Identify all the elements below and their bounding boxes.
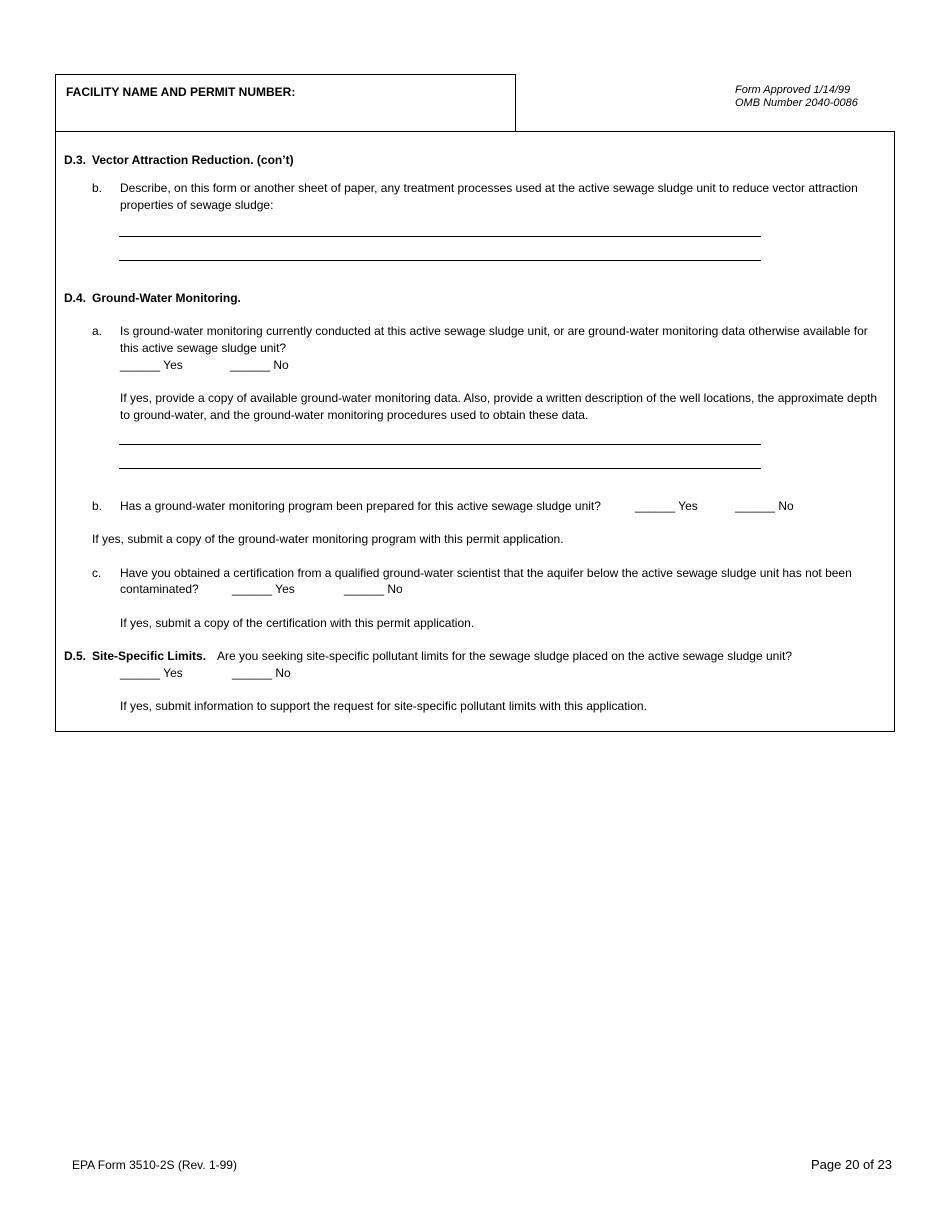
d4-answer-line-1[interactable] [119, 444, 761, 445]
d4-a-question: Is ground-water monitoring currently conducted at this active sewage sludge unit, or are ground-water monitoring data otherwise available for this active sewage sludge unit? [120, 324, 868, 355]
d5-heading-number: D.5. [64, 649, 87, 663]
d4-b-yes-option[interactable]: ______ Yes [635, 499, 698, 513]
d3-b-question: Describe, on this form or another sheet of paper, any treatment processes used at the active sewage sludge unit to reduce vector attraction properties of sewage sludge: [120, 181, 858, 212]
d4-b-no-option[interactable]: ______ No [735, 499, 794, 513]
form-approval-info [735, 84, 858, 110]
d4-b-instructions: If yes, submit a copy of the ground-water monitoring program with this permit application. [92, 532, 564, 546]
d3-heading: Vector Attraction Reduction. (con’t) [92, 153, 294, 167]
d4-c-instructions: If yes, submit a copy of the certification with this permit application. [120, 616, 475, 630]
d4-c-question-line-1: Have you obtained a certification from a qualified ground-water scientist that the aquifer below the active sewage sludge unit has not been [120, 566, 852, 580]
d4-answer-line-2[interactable] [119, 468, 761, 469]
omb-number: OMB Number 2040-0086 [735, 97, 858, 109]
d3-answer-line-2[interactable] [119, 260, 761, 261]
d4-heading: Ground-Water Monitoring. [92, 291, 241, 305]
d4-a-instructions: If yes, provide a copy of available ground-water monitoring data. Also, provide a written description of the well locations, the approximate depth to ground-water, and the ground-water monitoring procedures used to obtain these data. [120, 391, 878, 422]
d4-c-marker: c. [92, 566, 102, 580]
d4-c-no-option[interactable]: ______ No [344, 582, 403, 596]
d4-c-question-line-2: contaminated? [120, 582, 199, 596]
d4-b-question: Has a ground-water monitoring program been prepared for this active sewage sludge unit? [120, 499, 601, 513]
d3-b-marker: b. [92, 181, 103, 195]
d4-heading-number: D.4. [64, 291, 87, 305]
form-approved-date: Form Approved 1/14/99 [735, 84, 851, 96]
d4-a-marker: a. [92, 324, 103, 338]
d5-instructions: If yes, submit information to support the request for site-specific pollutant limits with this application. [120, 699, 647, 713]
d4-b-marker: b. [92, 499, 103, 513]
d3-heading-number: D.3. [64, 153, 87, 167]
d3-answer-line-1[interactable] [119, 236, 761, 237]
d4-c-yes-option[interactable]: ______ Yes [232, 582, 295, 596]
d5-question: Are you seeking site-specific pollutant limits for the sewage sludge placed on the active sewage sludge unit? [217, 649, 792, 663]
form-section-box [55, 131, 895, 732]
page-number: Page 20 of 23 [811, 1157, 892, 1172]
d4-a-no-option[interactable]: ______ No [230, 358, 289, 372]
d5-no-option[interactable]: ______ No [232, 666, 291, 680]
facility-header-box [55, 74, 516, 131]
form-identifier: EPA Form 3510-2S (Rev. 1-99) [72, 1158, 237, 1172]
d4-a-yes-option[interactable]: ______ Yes [120, 358, 183, 372]
d5-heading: Site-Specific Limits. [92, 649, 207, 663]
facility-name-label: FACILITY NAME AND PERMIT NUMBER: [66, 85, 296, 99]
d5-yes-option[interactable]: ______ Yes [120, 666, 183, 680]
